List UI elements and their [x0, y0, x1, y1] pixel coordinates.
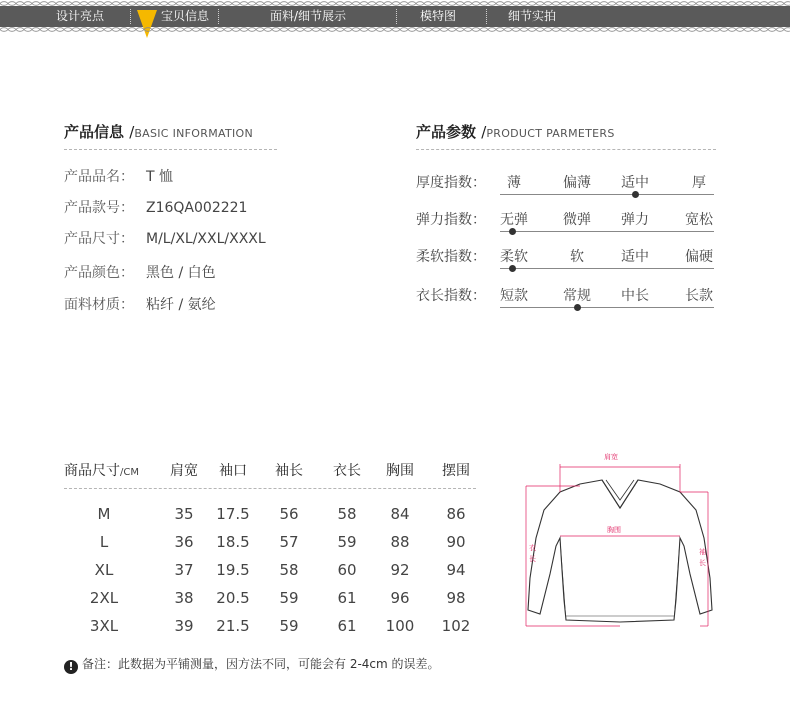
- product-params-divider: [416, 149, 716, 150]
- size-value-cell: 20.5: [216, 589, 250, 607]
- size-value-cell: 61: [337, 589, 357, 607]
- size-value-cell: 57: [279, 533, 299, 551]
- size-value-cell: 19.5: [216, 561, 250, 579]
- size-column-header: 衣长: [333, 463, 361, 479]
- product-info-title-en: BASIC INFORMATION: [134, 127, 254, 140]
- size-value-cell: 59: [279, 617, 299, 635]
- param-option: 长款: [685, 288, 713, 304]
- diagram-shoulder-label: 肩宽: [604, 453, 618, 461]
- info-row-style-number: [64, 197, 247, 217]
- size-value-cell: 39: [174, 617, 194, 635]
- product-params-title-text: 产品参数: [416, 123, 477, 141]
- diagram-length-label: 衣长: [529, 544, 536, 563]
- size-value-cell: 90: [446, 533, 466, 551]
- size-value-cell: 58: [279, 561, 299, 579]
- param-label: 厚度指数：: [416, 175, 486, 191]
- param-selected-dot: [509, 265, 516, 272]
- param-option: 适中: [621, 249, 649, 265]
- size-header-text: 商品尺寸: [64, 463, 120, 479]
- size-column-header: 摆围: [442, 463, 470, 479]
- size-value-cell: 84: [390, 505, 410, 523]
- size-value-cell: 86: [446, 505, 466, 523]
- diagram-sleeve-label: 袖长: [699, 548, 706, 567]
- product-info-title: [64, 121, 253, 142]
- info-row-color: [64, 262, 216, 282]
- param-scale-line: [500, 231, 714, 232]
- nav-separator: [130, 9, 131, 24]
- param-option: 厚: [692, 175, 706, 191]
- size-column-header: 袖长: [275, 463, 303, 479]
- param-option: 软: [570, 249, 584, 265]
- param-scale-line: [500, 268, 714, 269]
- note-text: 备注：此数据为平铺测量，因方法不同，可能会有 2-4cm 的误差。: [82, 657, 440, 671]
- info-value: 粘纤 / 氨纶: [146, 297, 216, 313]
- param-selected-dot: [509, 228, 516, 235]
- size-value-cell: 98: [446, 589, 466, 607]
- size-value-cell: 100: [385, 617, 415, 635]
- nav-item-design-highlights[interactable]: 设计亮点: [56, 9, 105, 23]
- nav-item-model-photos[interactable]: 模特图: [420, 9, 457, 23]
- diagram-chest-label: 胸围: [607, 526, 621, 534]
- size-value-cell: 21.5: [216, 617, 250, 635]
- param-selected-dot: [632, 191, 639, 198]
- param-option: 微弹: [563, 212, 591, 228]
- size-column-header: 肩宽: [170, 463, 198, 479]
- param-option: 适中: [621, 175, 649, 191]
- size-column-header: 袖口: [219, 463, 247, 479]
- param-option: 常规: [563, 288, 591, 304]
- info-label: 产品颜色：: [64, 265, 134, 281]
- size-cell: L: [99, 533, 109, 551]
- param-option: 中长: [621, 288, 649, 304]
- param-option: 偏硬: [685, 249, 713, 265]
- param-option: 柔软: [500, 249, 528, 265]
- size-value-cell: 96: [390, 589, 410, 607]
- size-cell: M: [97, 505, 111, 523]
- measurement-note: [64, 655, 440, 674]
- info-value: M/L/XL/XXL/XXXL: [146, 231, 266, 247]
- size-value-cell: 17.5: [216, 505, 250, 523]
- param-scale-line: [500, 194, 714, 195]
- size-value-cell: 59: [337, 533, 357, 551]
- nav-separator: [218, 9, 219, 24]
- size-value-cell: 102: [441, 617, 471, 635]
- size-value-cell: 56: [279, 505, 299, 523]
- nav-item-fabric-details[interactable]: 面料/细节展示: [270, 9, 347, 23]
- size-value-cell: 36: [174, 533, 194, 551]
- info-value: Z16QA002221: [146, 200, 248, 216]
- size-column-header: 胸围: [386, 463, 414, 479]
- tshirt-measurement-diagram: [520, 450, 720, 640]
- chain-decoration-bottom: [0, 27, 790, 32]
- product-params-title-en: PRODUCT PARMETERS: [486, 127, 615, 140]
- info-value: 黑色 / 白色: [146, 265, 216, 281]
- info-row-material: [64, 294, 216, 314]
- product-info-divider: [64, 149, 277, 150]
- param-selected-dot: [574, 304, 581, 311]
- top-nav-bar: [0, 6, 790, 27]
- nav-separator: [486, 9, 487, 24]
- info-value: T 恤: [146, 169, 174, 185]
- info-label: 面料材质：: [64, 297, 134, 313]
- param-label: 衣长指数：: [416, 288, 486, 304]
- size-value-cell: 58: [337, 505, 357, 523]
- param-option: 无弹: [500, 212, 528, 228]
- size-value-cell: 92: [390, 561, 410, 579]
- warning-icon: !: [64, 660, 78, 674]
- param-option: 弹力: [621, 212, 649, 228]
- product-params-title: [416, 121, 615, 142]
- size-value-cell: 18.5: [216, 533, 250, 551]
- param-option: 短款: [500, 288, 528, 304]
- param-label: 弹力指数：: [416, 212, 486, 228]
- size-cell: XL: [94, 561, 114, 579]
- size-table-header-label: [64, 460, 139, 480]
- size-table-divider: [64, 488, 476, 489]
- product-info-title-text: 产品信息: [64, 123, 125, 141]
- title-slash: /: [129, 123, 135, 141]
- size-cell: 3XL: [89, 617, 119, 635]
- info-label: 产品款号：: [64, 200, 134, 216]
- nav-item-product-info[interactable]: 宝贝信息: [161, 9, 210, 23]
- size-value-cell: 60: [337, 561, 357, 579]
- size-value-cell: 94: [446, 561, 466, 579]
- param-option: 薄: [507, 175, 521, 191]
- info-label: 产品品名：: [64, 169, 134, 185]
- param-option: 偏薄: [563, 175, 591, 191]
- size-value-cell: 88: [390, 533, 410, 551]
- title-slash: /: [481, 123, 487, 141]
- param-label: 柔软指数：: [416, 249, 486, 265]
- size-value-cell: 35: [174, 505, 194, 523]
- size-header-unit: /CM: [120, 467, 139, 478]
- size-cell: 2XL: [89, 589, 119, 607]
- size-value-cell: 37: [174, 561, 194, 579]
- size-value-cell: 59: [279, 589, 299, 607]
- size-value-cell: 38: [174, 589, 194, 607]
- nav-item-detail-photos[interactable]: 细节实拍: [508, 9, 557, 23]
- size-value-cell: 61: [337, 617, 357, 635]
- active-tab-marker-icon: [135, 10, 159, 38]
- info-label: 产品尺寸：: [64, 231, 134, 247]
- param-scale-line: [500, 307, 714, 308]
- info-row-name: [64, 166, 173, 186]
- info-row-size: [64, 228, 266, 248]
- param-option: 宽松: [685, 212, 713, 228]
- nav-separator: [396, 9, 397, 24]
